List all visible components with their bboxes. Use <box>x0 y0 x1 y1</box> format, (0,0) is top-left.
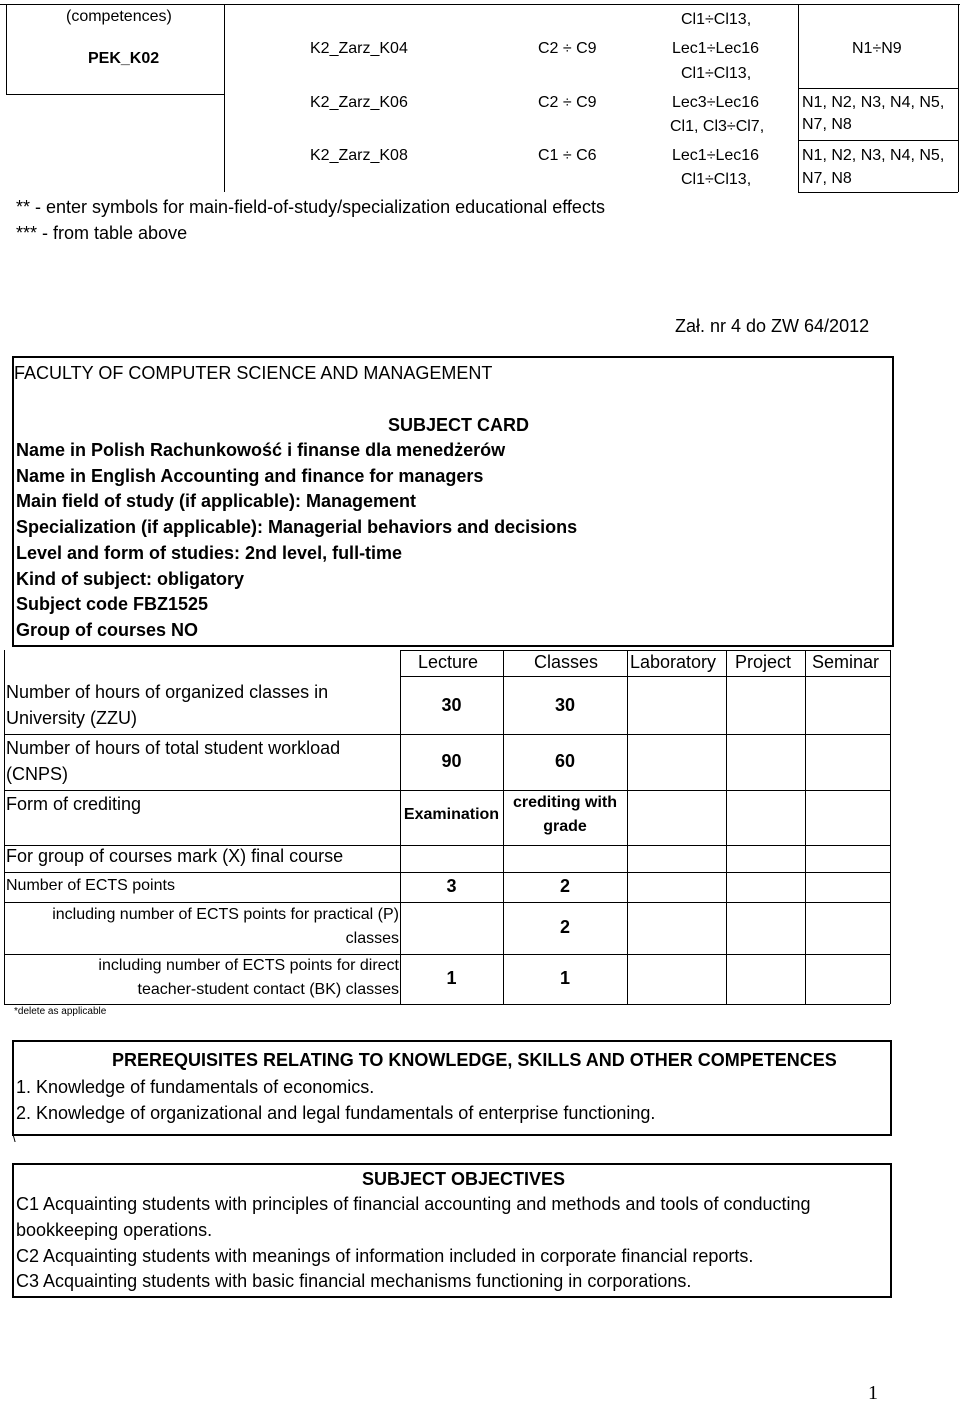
competences-label: (competences) <box>66 8 172 25</box>
row-div-zzu <box>4 734 890 735</box>
top-table-border-left <box>6 4 7 94</box>
note-effects: ** - enter symbols for main-field-of-study/specialization educational effects <box>16 197 605 217</box>
practical-label-2: classes <box>345 930 399 947</box>
ects-classes-value: 2 <box>559 876 570 896</box>
zzu-classes-value: 30 <box>554 695 576 715</box>
row1-content-b: Lec1÷Lec16 <box>672 40 760 57</box>
row-div-practical <box>4 954 890 955</box>
header-project: Project <box>735 652 792 672</box>
hours-left-border <box>4 650 5 1004</box>
row3-objectives: C1 ÷ C6 <box>538 147 597 164</box>
row1-content-a: Cl1÷Cl13, <box>681 11 752 28</box>
crediting-lecture-value: Examination <box>403 806 500 823</box>
row3-code: K2_Zarz_K08 <box>310 147 408 164</box>
row2-objectives: C2 ÷ C9 <box>538 94 597 111</box>
row3-tools-a: N1, N2, N3, N4, N5, <box>802 147 945 164</box>
row-div-header <box>400 676 890 677</box>
objective-c1-line1: C1 Acquainting students with principles of financial accounting and methods and tools of conducting <box>16 1194 811 1214</box>
row-div-ects <box>4 902 890 903</box>
top-table-tools-sep-2 <box>798 140 958 141</box>
practical-classes-value: 2 <box>559 917 570 937</box>
crediting-classes-value-2: grade <box>543 818 587 835</box>
ects-lecture-value: 3 <box>446 876 457 896</box>
delete-footnote: *delete as applicable <box>14 1006 107 1017</box>
cnps-classes-value: 60 <box>554 751 576 771</box>
direct-classes-value: 1 <box>559 968 570 988</box>
direct-label-2: teacher-student contact (BK) classes <box>137 981 399 998</box>
col-div-laboratory <box>726 650 727 1004</box>
direct-label-1: including number of ECTS points for direct <box>98 957 399 974</box>
page-number: 1 <box>868 1382 878 1404</box>
cnps-label-1: Number of hours of total student workload <box>6 738 341 758</box>
objective-c2: C2 Acquainting students with meanings of information included in corporate financial reports. <box>16 1246 754 1266</box>
row3-content-c: Cl1÷Cl13, <box>681 171 752 188</box>
cnps-label-2: (CNPS) <box>6 764 68 784</box>
prerequisites-title: PREREQUISITES RELATING TO KNOWLEDGE, SKILLS AND OTHER COMPETENCES <box>112 1050 837 1070</box>
row2-code: K2_Zarz_K06 <box>310 94 408 111</box>
top-table-tools-sep-1 <box>798 88 958 89</box>
zzu-label-2: University (ZZU) <box>6 708 137 728</box>
zzu-label-1: Number of hours of organized classes in <box>6 682 329 702</box>
specialization: Specialization (if applicable): Managerial behaviors and decisions <box>16 517 578 537</box>
direct-lecture-value: 1 <box>446 968 457 988</box>
crediting-classes-value-1: crediting with <box>513 794 617 811</box>
header-lecture: Lecture <box>418 652 479 672</box>
top-table-border-top <box>0 4 960 5</box>
subject-card-title: SUBJECT CARD <box>388 415 530 435</box>
prerequisite-1: 1. Knowledge of fundamentals of economics. <box>16 1077 375 1097</box>
row2-tools-a: N1, N2, N3, N4, N5, <box>802 94 945 111</box>
header-seminar: Seminar <box>812 652 880 672</box>
row3-content-a: Cl1, Cl3÷Cl7, <box>670 118 765 135</box>
pek-code: PEK_K02 <box>88 50 160 67</box>
zzu-lecture-value: 30 <box>441 695 462 715</box>
crediting-label: Form of crediting <box>6 794 142 814</box>
top-table-border-right <box>958 4 959 192</box>
hours-right-border <box>890 650 891 1004</box>
row-div-group <box>4 872 890 873</box>
objective-c3: C3 Acquainting students with basic financial mechanisms functioning in corporations. <box>16 1271 692 1291</box>
header-classes: Classes <box>534 652 599 672</box>
attachment-reference: Zał. nr 4 do ZW 64/2012 <box>675 316 870 336</box>
col-div-project <box>805 650 806 1004</box>
group-of-courses: Group of courses NO <box>16 620 199 640</box>
hours-top-border <box>400 650 890 651</box>
row3-content-b: Lec1÷Lec16 <box>672 147 760 164</box>
practical-label-1: including number of ECTS points for practical (P) <box>52 906 399 923</box>
col-div-classes <box>627 650 628 1004</box>
row3-tools-b: N7, N8 <box>802 170 852 187</box>
row-div-cnps <box>4 790 890 791</box>
row1-objectives: C2 ÷ C9 <box>538 40 597 57</box>
name-polish: Name in Polish Rachunkowość i finanse dla menedżerów <box>16 440 506 460</box>
main-field: Main field of study (if applicable): Management <box>16 491 417 511</box>
row2-content-b: Lec3÷Lec16 <box>672 94 760 111</box>
hours-bottom-border <box>4 1004 890 1005</box>
note-table: *** - from table above <box>16 223 188 243</box>
row2-content-a: Cl1÷Cl13, <box>681 65 752 82</box>
subject-code: Subject code FBZ1525 <box>16 594 209 614</box>
kind-of-subject: Kind of subject: obligatory <box>16 569 244 589</box>
objectives-title: SUBJECT OBJECTIVES <box>362 1169 566 1189</box>
row1-code: K2_Zarz_K04 <box>310 40 408 57</box>
faculty-name: FACULTY OF COMPUTER SCIENCE AND MANAGEMENT <box>14 363 493 383</box>
row1-tools: N1÷N9 <box>852 40 902 57</box>
name-english: Name in English Accounting and finance for managers <box>16 466 484 486</box>
row2-tools-b: N7, N8 <box>802 116 852 133</box>
top-table-divider-1 <box>224 4 225 192</box>
top-table-divider-2 <box>798 4 799 192</box>
header-laboratory: Laboratory <box>630 652 717 672</box>
level-form: Level and form of studies: 2nd level, full-time <box>16 543 403 563</box>
top-table-pek-bottom <box>6 94 224 95</box>
cnps-lecture-value: 90 <box>441 751 462 771</box>
ects-label: Number of ECTS points <box>6 877 175 894</box>
prerequisite-2: 2. Knowledge of organizational and legal fundamentals of enterprise functioning. <box>16 1103 656 1123</box>
objective-c1-line2: bookkeeping operations. <box>16 1220 213 1240</box>
stray-backslash: \ <box>12 1130 16 1145</box>
top-table-tools-bottom <box>798 192 958 193</box>
group-final-course-label: For group of courses mark (X) final course <box>6 846 344 866</box>
